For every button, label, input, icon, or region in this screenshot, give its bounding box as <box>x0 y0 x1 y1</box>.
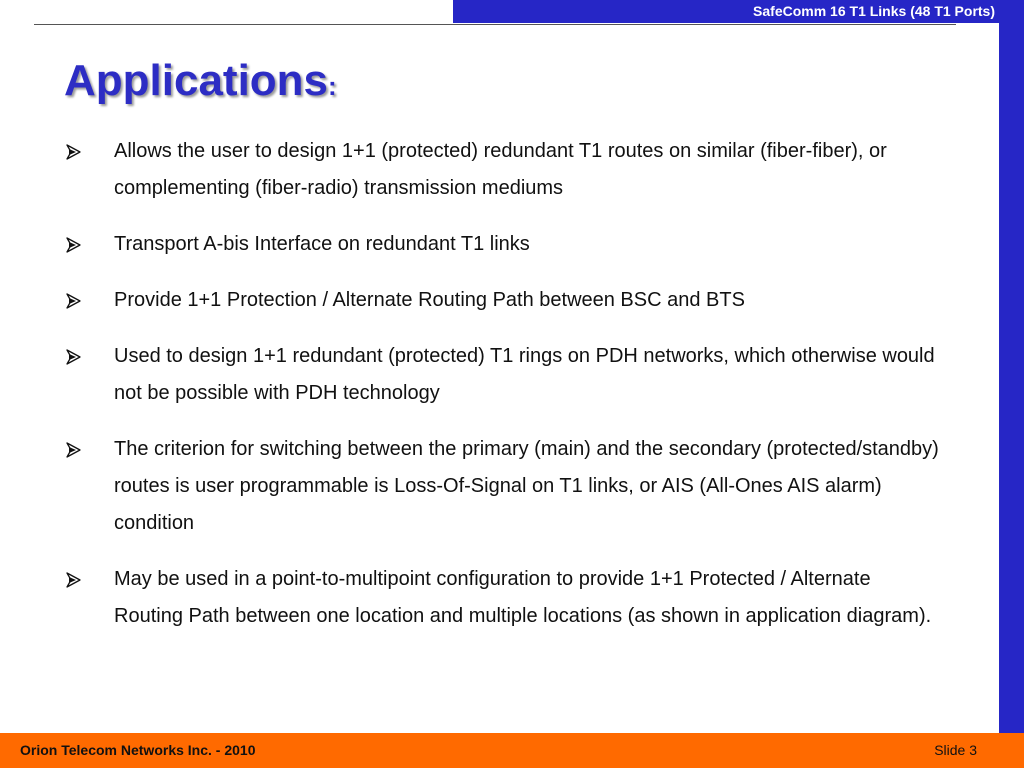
bullet-text: The criterion for switching between the primary (main) and the secondary (protected/standby) routes is user programmable is Loss-Of-Signal on T1 links, or AIS (All-Ones AIS alarm) condition <box>114 438 939 534</box>
slide-title-text: Applications <box>64 56 329 105</box>
slide-title-colon: : <box>328 71 337 101</box>
bullet-text: May be used in a point-to-multipoint configuration to provide 1+1 Protected / Alternate Routing Path between one location and multiple locations (as shown in application diagram). <box>114 568 932 627</box>
bullet-text: Allows the user to design 1+1 (protected) redundant T1 routes on similar (fiber-fiber), or complementing (fiber-radio) transmission mediums <box>114 140 887 199</box>
arrowhead-bullet-icon <box>65 338 85 375</box>
arrowhead-bullet-icon <box>65 226 85 263</box>
bullet-item <box>65 561 945 635</box>
bullet-list <box>65 133 945 654</box>
product-title: SafeComm 16 T1 Links (48 T1 Ports) <box>753 3 995 19</box>
right-accent-bar <box>999 0 1024 733</box>
bullet-text: Provide 1+1 Protection / Alternate Routing Path between BSC and BTS <box>114 289 745 311</box>
slide-title <box>64 55 337 112</box>
bullet-item <box>65 282 945 319</box>
arrowhead-bullet-icon <box>65 431 85 468</box>
header-bar <box>453 0 999 23</box>
footer-bar <box>0 733 1024 768</box>
bullet-item <box>65 431 945 542</box>
bullet-item <box>65 226 945 263</box>
bullet-text: Transport A-bis Interface on redundant T1 links <box>114 233 530 255</box>
footer-company: Orion Telecom Networks Inc. - 2010 <box>20 742 256 758</box>
arrowhead-bullet-icon <box>65 133 85 170</box>
slide-number: Slide 3 <box>934 742 977 758</box>
arrowhead-bullet-icon <box>65 561 85 598</box>
bullet-item <box>65 133 945 207</box>
bullet-text: Used to design 1+1 redundant (protected) T1 rings on PDH networks, which otherwise would not be possible with PDH technology <box>114 345 935 404</box>
arrowhead-bullet-icon <box>65 282 85 319</box>
bullet-item <box>65 338 945 412</box>
header-divider <box>34 24 956 25</box>
